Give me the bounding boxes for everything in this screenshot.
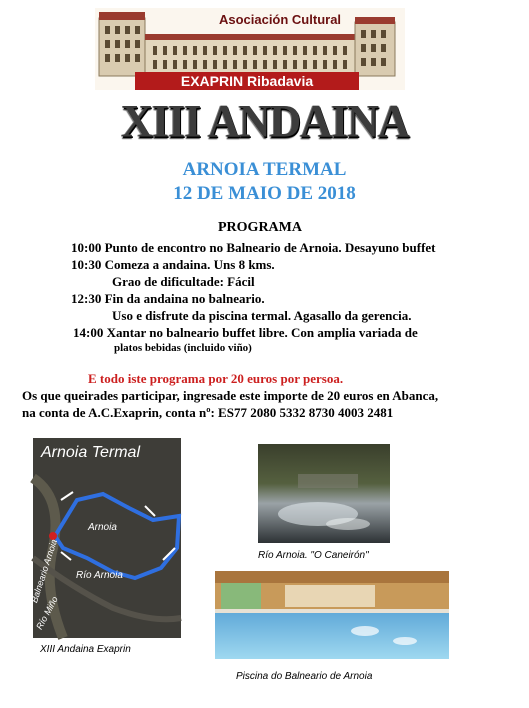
programa-line: Grao de dificultade: Fácil xyxy=(112,274,255,289)
river-caption: Río Arnoia. "O Caneirón" xyxy=(258,550,369,561)
event-title: XIII ANDAINA xyxy=(121,95,409,148)
river-photo-graphic xyxy=(258,444,390,543)
programa-line: 14:00 Xantar no balneario buffet libre. Con amplia variada de xyxy=(73,325,418,340)
event-date: 12 DE MAIO DE 2018 xyxy=(173,183,356,204)
price-promo: E todo iste programa por 20 euros por persoa. xyxy=(88,371,344,386)
river-photo xyxy=(258,444,390,543)
programa-line: 10:30 Comeza a andaina. Uns 8 kms. xyxy=(71,257,275,272)
association-banner: EXAPRIN Ribadavia xyxy=(135,72,359,90)
map-label-rio-mino: Río Miño xyxy=(34,594,60,632)
map-label-arnoia: Arnoia xyxy=(88,522,117,533)
payment-instructions: Os que queirades participar, ingresade este importe de 20 euros en Abanca, xyxy=(22,388,439,403)
bank-account: na conta de A.C.Exaprin, conta nº: ES77 2080 5332 8730 4003 2481 xyxy=(22,405,394,420)
association-logo xyxy=(95,8,405,90)
programa-line: Uso e disfrute da piscina termal. Agasallo da gerencia. xyxy=(112,308,412,323)
map-label-rio-arnoia: Río Arnoia xyxy=(76,570,123,581)
pool-photo xyxy=(215,571,449,659)
pool-photo-graphic xyxy=(215,571,449,659)
map-caption: XIII Andaina Exaprin xyxy=(40,644,131,655)
event-subtitle: ARNOIA TERMAL xyxy=(182,159,347,180)
programa-line: 10:00 Punto de encontro no Balneario de Arnoia. Desayuno buffet xyxy=(71,240,436,255)
programa-line: platos bebidas (incluido viño) xyxy=(114,342,252,354)
programa-line: 12:30 Fin da andaina no balneario. xyxy=(71,291,265,306)
pool-caption: Piscina do Balneario de Arnoia xyxy=(236,671,373,682)
programa-heading: PROGRAMA xyxy=(218,220,302,235)
association-name: Asociación Cultural xyxy=(218,12,342,27)
map-title: Arnoia Termal xyxy=(41,444,141,461)
map-label-balneario: Balneario Arnoia xyxy=(29,537,60,605)
route-map xyxy=(29,438,181,638)
